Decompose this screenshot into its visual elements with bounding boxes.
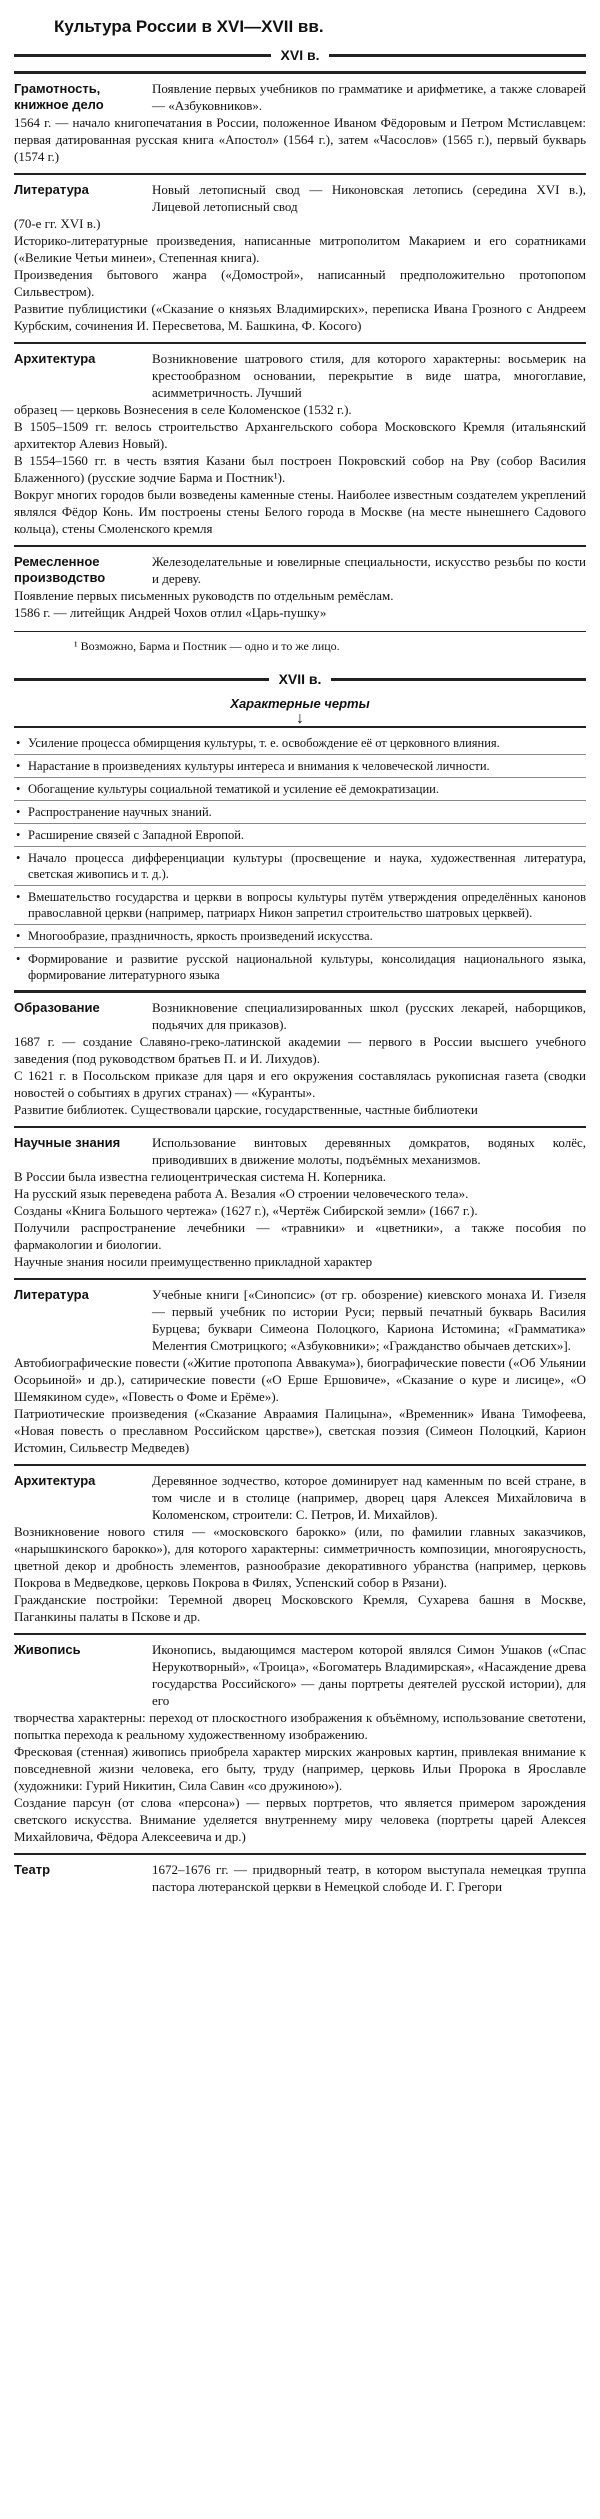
section-intro: 1672–1676 гг. — придворный театр, в котором выступала немецкая труппа пастора лютеранской церкви в Немецкой слободе И. Г. Грегори — [152, 1862, 586, 1894]
xvii-sections — [14, 990, 586, 1903]
section-heading: Живопись — [14, 1642, 81, 1657]
section-heading: Литература — [14, 182, 89, 197]
section-paragraph: Созданы «Книга Большого чертежа» (1627 г.), «Чертёж Сибирской земли» (1667 г.). — [14, 1203, 478, 1218]
section-heading: Грамотность, книжное дело — [14, 81, 104, 112]
feature-item: • Многообразие, праздничность, яркость произведений искусства. — [14, 925, 586, 948]
section-paragraph: Возникновение нового стиля — «московского барокко» (или, по фамилии главных заказчиков, «нарышкинского барокко»), для которого характерны: симметричность композиции, многоярусность, цветной декор и дробность элементов, разнообразие декоративного убранства (например, церковь Покрова в Медведкове, церковь Покрова в Филях, Успенский собор в Рязани). — [14, 1524, 586, 1590]
section-paragraph: Автобиографические повести («Житие протопопа Аввакума»), биографические повести («Об Ульянии Осорьиной» и др.), сатирические повести («О Ерше Ершовиче», «Сказание о куре и лисице», «О Шемякином суде», «Повесть о Фоме и Ерёме»). — [14, 1355, 586, 1404]
section-paragraph: Научные знания носили преимущественно прикладной характер — [14, 1254, 373, 1269]
section-intro: Появление первых учебников по грамматике и арифметике, а также словарей — «Азбуковников». — [152, 81, 586, 113]
section — [14, 990, 586, 1126]
section-paragraph: В 1505–1509 гг. велось строительство Архангельского собора Московского Кремля (итальянский архитектор Алевиз Новый). — [14, 419, 586, 451]
section-paragraph: Появление первых письменных руководств по отдельным ремёслам. — [14, 588, 394, 603]
section-paragraph: творчества характерны: переход от плоскостного изображения к объёмному, использование светотени, попытка перехода к реальному художественному изображению. — [14, 1710, 586, 1742]
page-title: Культура России в XVI—XVII вв. — [54, 17, 324, 36]
features-title: Характерные черты — [230, 696, 370, 711]
feature-item: • Начало процесса дифференциации культуры (просвещение и наука, художественная литература, светская живопись и т. д.). — [14, 847, 586, 886]
section-paragraph: Фресковая (стенная) живопись приобрела характер мирских жанровых картин, привлекая внимание к повседневной жизни человека, его быту, труду (например, церковь Ильи Пророка в Ярославле (художники: Гурий Никитин, Сила Савин «со дружиною»). — [14, 1744, 586, 1793]
feature-item: • Обогащение культуры социальной тематикой и усиление её демократизации. — [14, 778, 586, 801]
section — [14, 1126, 586, 1278]
feature-item: • Распространение научных знаний. — [14, 801, 586, 824]
section — [14, 342, 586, 545]
section-paragraph: В России была известна гелиоцентрическая система Н. Коперника. — [14, 1169, 387, 1184]
section-paragraph: 1564 г. — начало книгопечатания в России, положенное Иваном Фёдоровым и Петром Мстиславцем: первая датированная русская книга «Апостол» (1564 г.), затем «Часослов» (1565 г.), первый букварь (1574 г.) — [14, 115, 586, 164]
section-intro: Железоделательные и ювелирные специальности, искусство резьбы по кости и дереву. — [152, 554, 586, 586]
features-block — [14, 695, 586, 990]
section-paragraph: Гражданские постройки: Теремной дворец Московского Кремля, Сухарева башня в Москве, Паганкины палаты в Пскове и др. — [14, 1592, 586, 1624]
section — [14, 173, 586, 342]
feature-item: • Усиление процесса обмирщения культуры, т. е. освобождение её от церковного влияния. — [14, 732, 586, 755]
section-paragraph: Произведения бытового жанра («Домострой», написанный предположительно протопопом Сильвестром). — [14, 267, 586, 299]
section-heading: Архитектура — [14, 351, 96, 366]
section-paragraph: Вокруг многих городов были возведены каменные стены. Наиболее известным создателем укреплений являлся Фёдор Конь. Им построены стены Белого города в Москве (на месте нынешнего Садового кольца), стены Смоленского кремля — [14, 487, 586, 536]
section-paragraph: Патриотические произведения («Сказание Авраамия Палицына», «Временник» Ивана Тимофеева, «Новая повесть о преславном Российском царстве»), светская поэзия (Симеон Полоцкий, Карион Истомин, Сильвестр Медведев) — [14, 1406, 586, 1455]
arrow-down-icon: ↓ — [296, 710, 304, 727]
section — [14, 71, 586, 173]
features-list — [14, 726, 586, 990]
section-intro: Возникновение шатрового стиля, для которого характерны: восьмерик на крестообразном основании, перекрытие в виде шатра, многоглавие, асимметричность. Лучший — [152, 351, 586, 400]
section-paragraph: Развитие библиотек. Существовали царские, государственные, частные библиотеки — [14, 1102, 478, 1117]
xvi-sections — [14, 71, 586, 629]
section-paragraph: Развитие публицистики («Сказание о князьях Владимирских», переписка Ивана Грозного с Андреем Курбским, сочинения И. Пересветова, М. Башкина, Ф. Косого) — [14, 301, 586, 333]
century-xvi-header — [14, 45, 586, 65]
section-paragraph: 1586 г. — литейщик Андрей Чохов отлил «Царь-пушку» — [14, 605, 327, 620]
section-intro: Возникновение специализированных школ (русских лекарей, наборщиков, подьячих для приказов). — [152, 1000, 586, 1032]
section-heading: Научные знания — [14, 1135, 121, 1150]
section-paragraph: (70-е гг. XVI в.) — [14, 216, 101, 231]
section-intro: Новый летописный свод — Никоновская летопись (середина XVI в.), Лицевой летописный свод — [152, 182, 586, 214]
section-heading: Архитектура — [14, 1473, 96, 1488]
century-xvii-header — [14, 669, 586, 689]
section — [14, 1278, 586, 1464]
section-heading: Образование — [14, 1000, 100, 1015]
feature-item: • Нарастание в произведениях культуры интереса и внимания к человеческой личности. — [14, 755, 586, 778]
section-paragraph: Создание парсун (от слова «персона») — первых портретов, что является примером зарождения светского искусства. Внимание уделяется внутреннему миру человека (портреты царей Алексея Михайловича, Фёдора Алексеевича и др.) — [14, 1795, 586, 1844]
section-heading: Театр — [14, 1862, 51, 1877]
section-intro: Учебные книги [«Синопсис» (от гр. обозрение) киевского монаха И. Гизеля — первый учебник по истории Руси; первый печатный букварь Василия Бурцева; буквари Симеона Полоцкого, Кариона Истомина; «Грамматика» Мелентия Смотрицкого; «Азбуковники»; «Гражданство обычаев детских»]. — [152, 1287, 586, 1353]
footnote: ¹ Возможно, Барма и Постник — одно и то же лицо. — [14, 631, 586, 665]
section-paragraph: Получили распространение лечебники — «травники» и «цветники», а также пособия по фармакологии и биологии. — [14, 1220, 586, 1252]
section — [14, 1853, 586, 1903]
section-paragraph: Историко-литературные произведения, написанные митрополитом Макарием и его соратниками («Великие Четьи минеи», Степенная книга). — [14, 233, 586, 265]
feature-item: • Формирование и развитие русской национальной культуры, консолидация национального языка, формирование литературного языка — [14, 948, 586, 986]
section-heading: Литература — [14, 1287, 89, 1302]
section — [14, 1633, 586, 1853]
section-paragraph: образец — церковь Вознесения в селе Коломенское (1532 г.). — [14, 402, 352, 417]
section-intro: Деревянное зодчество, которое доминирует над каменным по всей стране, в том числе и в столице (например, дворец царя Алексея Михайловича в Коломенском, строители: С. Петров, И. Михайлов). — [152, 1473, 586, 1522]
section-paragraph: 1687 г. — создание Славяно-греко-латинской академии — первого в России высшего учебного заведения (под руководством братьев П. и И. Лихудов). — [14, 1034, 586, 1066]
century-xvii-label: XVII в. — [278, 671, 322, 687]
section — [14, 1464, 586, 1633]
century-xvi-label: XVI в. — [280, 47, 320, 63]
section-paragraph: В 1554–1560 гг. в честь взятия Казани был построен Покровский собор на Рву (собор Василия Блаженного) (русские зодчие Барма и Постник¹). — [14, 453, 586, 485]
section-paragraph: На русский язык переведена работа А. Везалия «О строении человеческого тела». — [14, 1186, 469, 1201]
section-intro: Иконопись, выдающимся мастером которой являлся Симон Ушаков («Спас Нерукотворный», «Троица», «Богоматерь Владимирская», «Насаждение древа государства Российского» — даны портреты деятелей русской истории), для его — [152, 1642, 586, 1708]
section — [14, 545, 586, 629]
section-paragraph: С 1621 г. в Посольском приказе для царя и его окружения составлялась рукописная газета (сводки новостей о событиях в других странах) — «Куранты». — [14, 1068, 586, 1100]
feature-item: • Вмешательство государства и церкви в вопросы культуры путём утверждения определённых канонов православной церкви (например, патриарх Никон запретил строительство шатровых церквей). — [14, 886, 586, 925]
section-heading: Ремесленное производство — [14, 554, 106, 585]
feature-item: • Расширение связей с Западной Европой. — [14, 824, 586, 847]
section-intro: Использование винтовых деревянных домкратов, водяных колёс, приводивших в движение молоты, подъёмных механизмов. — [152, 1135, 586, 1167]
